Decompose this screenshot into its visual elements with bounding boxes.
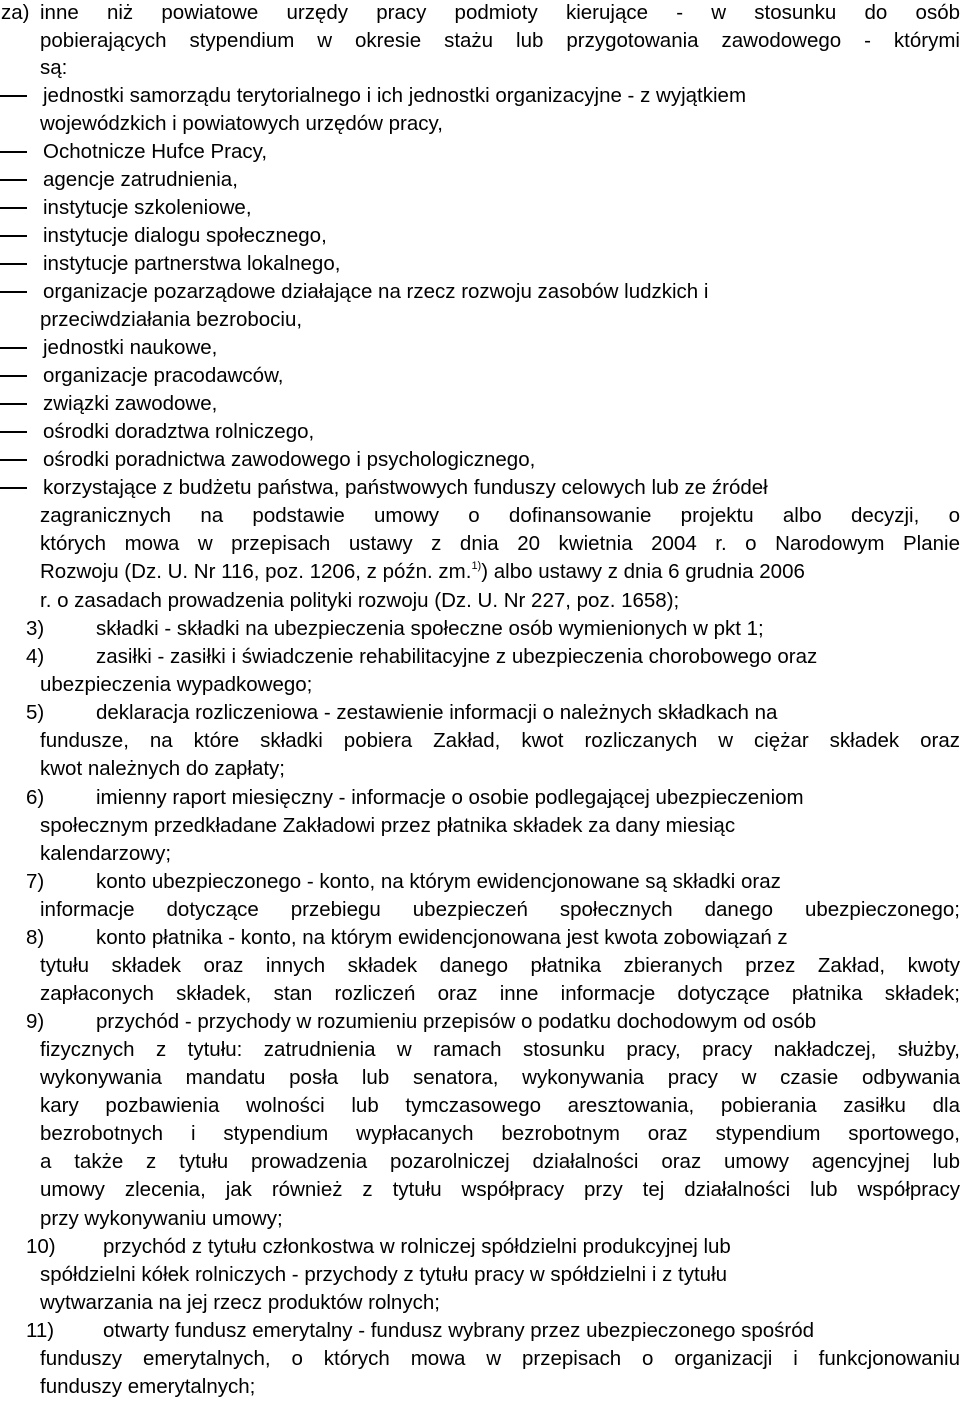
item-number: 5) [26, 701, 45, 724]
item-text: konto płatnika - konto, na którym ewidencjonowana jest kwota zobowiązań z [96, 926, 788, 949]
dash-item-text: związki zawodowe, [43, 392, 218, 415]
item-text: przychód - przychody w rozumieniu przepisów o podatku dochodowym od osób [96, 1010, 817, 1033]
item-continuation [0, 1373, 960, 1401]
paragraph-text: których mowa w przepisach ustawy z dnia 20 kwietnia 2004 r. o Narodowym Planie [40, 532, 960, 555]
item-continuation [0, 755, 960, 783]
item-number: 9) [26, 1010, 45, 1033]
dash-bullet [0, 235, 27, 237]
item-text: kalendarzowy; [40, 842, 172, 865]
dash-item-text: agencje zatrudnienia, [43, 168, 238, 191]
dash-item [0, 474, 960, 502]
dash-item-text: instytucje dialogu społecznego, [43, 224, 327, 247]
dash-bullet [0, 375, 27, 377]
dash-item-text: korzystające z budżetu państwa, państwowych funduszy celowych lub ze źródeł [43, 476, 768, 499]
dash-item [0, 138, 960, 166]
intro-line [0, 0, 960, 27]
item-text: zasiłki - zasiłki i świadczenie rehabilitacyjne z ubezpieczenia chorobowego oraz [96, 645, 818, 668]
item-continuation [0, 1064, 960, 1092]
dash-bullet [0, 487, 27, 489]
item-text: zapłaconych składek, stan rozliczeń oraz inne informacje dotyczące płatnika składek; [40, 982, 960, 1005]
dash-item-text: organizacje pracodawców, [43, 364, 284, 387]
dash-item-text: wojewódzkich i powiatowych urzędów pracy, [40, 112, 443, 135]
item-continuation [0, 952, 960, 980]
item-text: wytwarzania na jej rzecz produktów rolnych; [40, 1291, 440, 1314]
footnote-ref: 1) [471, 560, 482, 572]
paragraph-line [0, 530, 960, 558]
dash-bullet [0, 431, 27, 433]
dash-item [0, 250, 960, 278]
dash-item [0, 194, 960, 222]
item-continuation [0, 840, 960, 868]
paragraph-line [0, 558, 960, 586]
dash-item [0, 390, 960, 418]
numbered-item [0, 784, 960, 812]
item-number: 4) [26, 645, 45, 668]
item-text: kwot należnych do zapłaty; [40, 757, 285, 780]
item-continuation [0, 671, 960, 699]
item-text: deklaracja rozliczeniowa - zestawienie informacji o należnych składkach na [96, 701, 778, 724]
item-text: fundusze, na które składki pobiera Zakład, kwot rozliczanych w ciężar składek oraz [40, 729, 960, 752]
item-continuation [0, 1120, 960, 1148]
citation-text: Rozwoju (Dz. U. Nr 116, poz. 1206, z późn. zm. [40, 560, 472, 583]
dash-bullet [0, 347, 27, 349]
dash-bullet [0, 459, 27, 461]
item-text: wykonywania mandatu posła lub senatora, wykonywania pracy w czasie odbywania [40, 1066, 960, 1089]
intro-text: pobierających stypendium w okresie stażu lub przygotowania zawodowego - którymi [40, 29, 960, 52]
item-text: bezrobotnych i stypendium wypłacanych bezrobotnym oraz stypendium sportowego, [40, 1122, 960, 1145]
dash-bullet [0, 403, 27, 405]
item-text: a także z tytułu prowadzenia pozarolniczej działalności oraz umowy agencyjnej lub [40, 1150, 960, 1173]
item-continuation [0, 1261, 960, 1289]
dash-item [0, 418, 960, 446]
item-number: 10) [26, 1235, 56, 1258]
item-text: fizycznych z tytułu: zatrudnienia w ramach stosunku pracy, pracy nakładczej, służby, [40, 1038, 960, 1061]
item-continuation [0, 1036, 960, 1064]
dash-item [0, 362, 960, 390]
item-number: 8) [26, 926, 45, 949]
item-text: imienny raport miesięczny - informacje o osobie podlegającej ubezpieczeniom [96, 786, 804, 809]
dash-item [0, 446, 960, 474]
dash-item-text: ośrodki doradztwa rolniczego, [43, 420, 315, 443]
dash-item-text: organizacje pozarządowe działające na rzecz rozwoju zasobów ludzkich i [43, 280, 709, 303]
item-continuation [0, 727, 960, 755]
item-text: funduszy emerytalnych, o których mowa w przepisach o organizacji i funkcjonowaniu [40, 1347, 960, 1370]
dash-item-text: Ochotnicze Hufce Pracy, [43, 140, 268, 163]
dash-item-text: przeciwdziałania bezrobociu, [40, 308, 303, 331]
item-text: otwarty fundusz emerytalny - fundusz wybrany przez ubezpieczonego spośród [103, 1319, 815, 1342]
intro-text: inne niż powiatowe urzędy pracy podmioty kierujące - w stosunku do osób [40, 1, 960, 24]
dash-item-text: instytucje szkoleniowe, [43, 196, 252, 219]
item-number: 11) [26, 1319, 55, 1342]
item-continuation [0, 812, 960, 840]
item-marker: za) [1, 1, 30, 24]
dash-item [0, 82, 960, 110]
dash-item-text: instytucje partnerstwa lokalnego, [43, 252, 341, 275]
item-text: ubezpieczenia wypadkowego; [40, 673, 313, 696]
item-text: umowy zlecenia, jak również z tytułu współpracy przy tej działalności lub współpracy [40, 1178, 960, 1201]
numbered-item [0, 1008, 960, 1036]
item-text: społecznym przedkładane Zakładowi przez płatnika składek za dany miesiąc [40, 814, 736, 837]
dash-bullet [0, 263, 27, 265]
item-text: kary pozbawienia wolności lub tymczasowego aresztowania, pobierania zasiłku dla [40, 1094, 960, 1117]
item-number: 6) [26, 786, 45, 809]
dash-item-continuation [0, 110, 960, 138]
item-continuation [0, 1205, 960, 1233]
item-text: konto ubezpieczonego - konto, na którym ewidencjonowane są składki oraz [96, 870, 781, 893]
numbered-item [0, 868, 960, 896]
item-text: spółdzielni kółek rolniczych - przychody z tytułu pracy w spółdzielni i z tytułu [40, 1263, 728, 1286]
intro-text: są: [40, 56, 68, 79]
numbered-item [0, 643, 960, 671]
item-text: informacje dotyczące przebiegu ubezpieczeń społecznych danego ubezpieczonego; [40, 898, 960, 921]
dash-bullet [0, 151, 27, 153]
item-continuation [0, 1289, 960, 1317]
dash-bullet [0, 207, 27, 209]
dash-item [0, 334, 960, 362]
dash-item-text: ośrodki poradnictwa zawodowego i psychologicznego, [43, 448, 536, 471]
numbered-item [0, 1317, 960, 1345]
dash-item-continuation [0, 306, 960, 334]
dash-item [0, 166, 960, 194]
citation-text: ) albo ustawy z dnia 6 grudnia 2006 [481, 560, 805, 583]
item-text: przychód z tytułu członkostwa w rolniczej spółdzielni produkcyjnej lub [103, 1235, 731, 1258]
item-text: przy wykonywaniu umowy; [40, 1207, 283, 1230]
dash-bullet [0, 291, 27, 293]
paragraph-text [40, 558, 805, 586]
numbered-item [0, 699, 960, 727]
item-text: tytułu składek oraz innych składek danego płatnika zbieranych przez Zakład, kwoty [40, 954, 960, 977]
numbered-item [0, 615, 960, 643]
dash-item-text: jednostki naukowe, [43, 336, 218, 359]
item-continuation [0, 1148, 960, 1176]
item-number: 7) [26, 870, 45, 893]
paragraph-text: zagranicznych na podstawie umowy o dofinansowanie projektu albo decyzji, o [40, 504, 960, 527]
dash-item [0, 222, 960, 250]
dash-item [0, 278, 960, 306]
numbered-item [0, 1233, 960, 1261]
paragraph-text: r. o zasadach prowadzenia polityki rozwoju (Dz. U. Nr 227, poz. 1658); [40, 589, 680, 612]
paragraph-line [0, 502, 960, 530]
item-continuation [0, 1092, 960, 1120]
item-number: 3) [26, 617, 45, 640]
intro-line [0, 27, 960, 55]
item-continuation [0, 1176, 960, 1204]
numbered-item [0, 924, 960, 952]
dash-bullet [0, 95, 27, 97]
item-text: składki - składki na ubezpieczenia społeczne osób wymienionych w pkt 1; [96, 617, 764, 640]
paragraph-line [0, 587, 960, 615]
item-continuation [0, 896, 960, 924]
item-continuation [0, 980, 960, 1008]
dash-item-text: jednostki samorządu terytorialnego i ich jednostki organizacyjne - z wyjątkiem [43, 84, 747, 107]
intro-line [0, 54, 960, 82]
item-continuation [0, 1345, 960, 1373]
dash-bullet [0, 179, 27, 181]
item-text: funduszy emerytalnych; [40, 1375, 256, 1398]
